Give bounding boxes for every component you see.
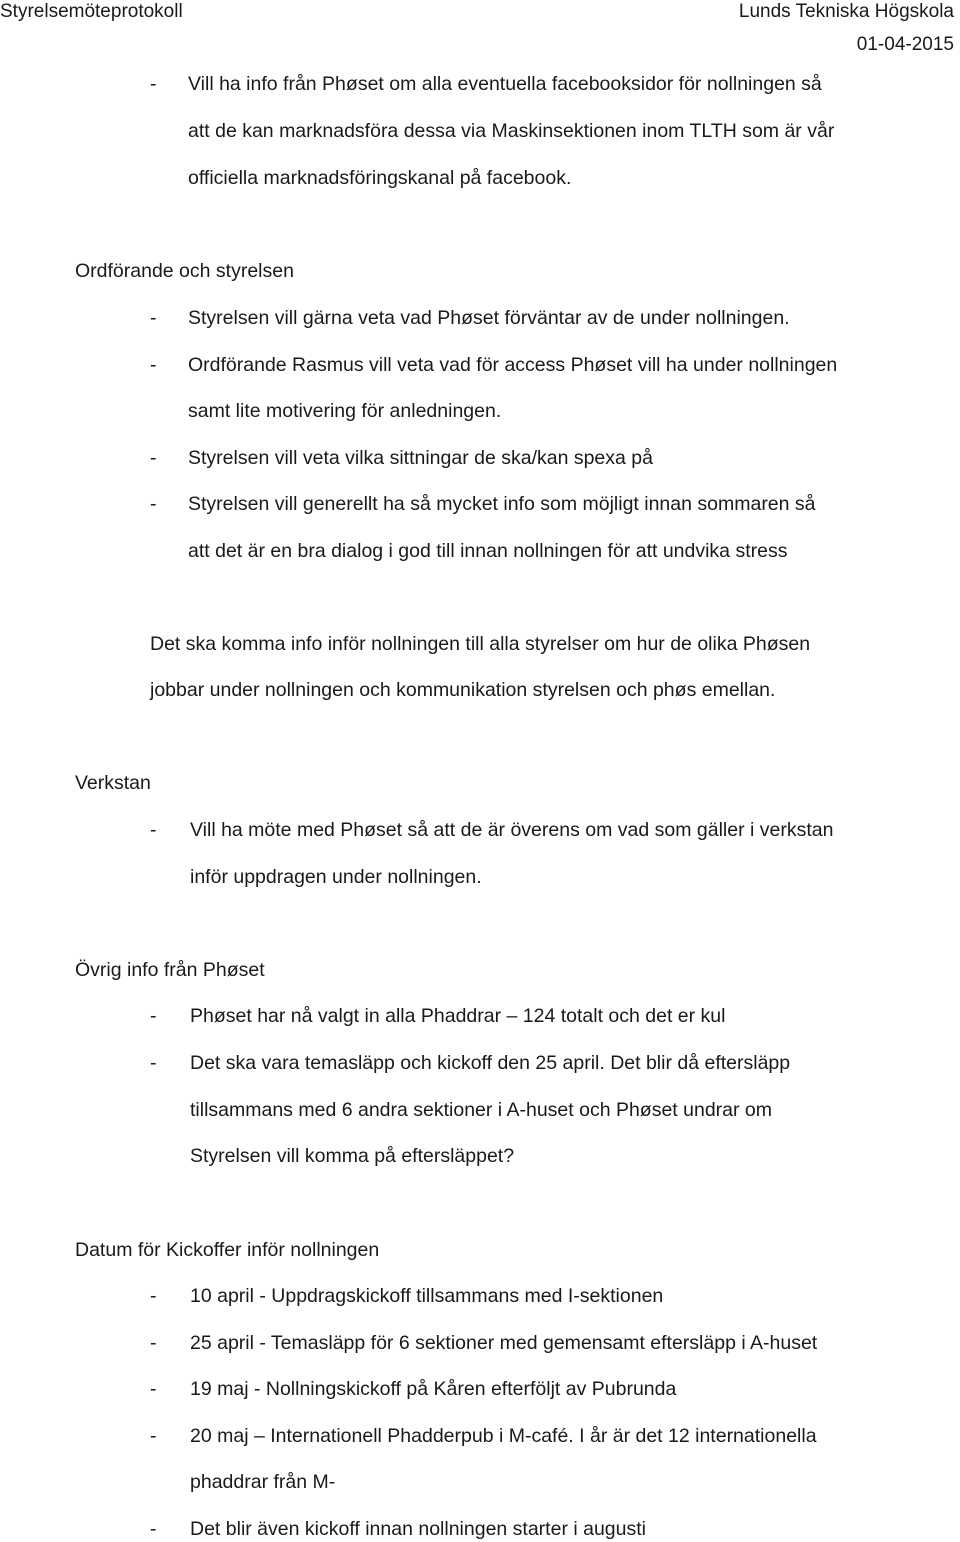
bullet-marker: -	[150, 447, 157, 469]
ordforande-bullet-2-line-1: Ordförande Rasmus vill veta vad för access Phøset vill ha under nollningen	[188, 354, 838, 376]
intro-bullet-line-2: att de kan marknadsföra dessa via Maskinsektionen inom TLTH som är vår	[188, 120, 835, 142]
section-heading-ordforande: Ordförande och styrelsen	[75, 260, 294, 282]
ovrig-bullet-2-line-1: Det ska vara temasläpp och kickoff den 25 april. Det blir då eftersläpp	[190, 1052, 791, 1074]
ordforande-note-line-1: Det ska komma info inför nollningen till alla styrelser om hur de olika Phøsen	[150, 633, 811, 655]
ordforande-bullet-4-line-1: Styrelsen vill generellt ha så mycket info som möjligt innan sommaren så	[188, 493, 816, 515]
bullet-marker: -	[150, 1378, 157, 1400]
bullet-marker: -	[150, 1425, 157, 1447]
intro-bullet-line-1: Vill ha info från Phøset om alla eventuella facebooksidor för nollningen så	[188, 73, 822, 95]
bullet-marker: -	[150, 1005, 157, 1027]
bullet-marker: -	[150, 1332, 157, 1354]
header-institution: Lunds Tekniska Högskola	[738, 1, 954, 22]
header-date: 01-04-2015	[856, 34, 954, 55]
datum-bullet-3-line-1: 19 maj - Nollningskickoff på Kåren efterföljt av Pubrunda	[190, 1378, 677, 1400]
bullet-marker: -	[150, 493, 157, 515]
datum-bullet-2-line-1: 25 april - Temasläpp för 6 sektioner med gemensamt eftersläpp i A-huset	[190, 1332, 818, 1354]
ordforande-note-line-2: jobbar under nollningen och kommunikation styrelsen och phøs emellan.	[150, 679, 776, 701]
bullet-marker: -	[150, 307, 157, 329]
datum-bullet-1-line-1: 10 april - Uppdragskickoff tillsammans med I-sektionen	[190, 1285, 664, 1307]
ordforande-bullet-4-line-2: att det är en bra dialog i god till innan nollningen för att undvika stress	[188, 540, 788, 562]
ovrig-bullet-1-line-1: Phøset har nå valgt in alla Phaddrar – 124 totalt och det er kul	[190, 1005, 726, 1027]
bullet-marker: -	[150, 1285, 157, 1307]
bullet-marker: -	[150, 819, 157, 841]
ordforande-bullet-2-line-2: samt lite motivering för anledningen.	[188, 400, 502, 422]
ordforande-bullet-3-line-1: Styrelsen vill veta vilka sittningar de ska/kan spexa på	[188, 447, 653, 469]
ovrig-bullet-2-line-2: tillsammans med 6 andra sektioner i A-huset och Phøset undrar om	[190, 1099, 773, 1121]
section-heading-datum: Datum för Kickoffer inför nollningen	[75, 1239, 380, 1261]
header-document-title: Styrelsemöteprotokoll	[0, 1, 183, 22]
ovrig-bullet-2-line-3: Styrelsen vill komma på eftersläppet?	[190, 1145, 515, 1167]
datum-bullet-4-line-1: 20 maj – Internationell Phadderpub i M-café. I år är det 12 internationella	[190, 1425, 817, 1447]
intro-bullet-line-3: officiella marknadsföringskanal på facebook.	[188, 167, 572, 189]
bullet-marker: -	[150, 354, 157, 376]
verkstan-bullet-1-line-1: Vill ha möte med Phøset så att de är överens om vad som gäller i verkstan	[190, 819, 834, 841]
bullet-marker: -	[150, 1518, 157, 1540]
datum-bullet-5-line-1: Det blir även kickoff innan nollningen starter i augusti	[190, 1518, 646, 1540]
section-heading-verkstan: Verkstan	[75, 772, 151, 794]
datum-bullet-4-line-2: phaddrar från M-	[190, 1471, 336, 1493]
bullet-marker: -	[150, 73, 157, 95]
bullet-marker: -	[150, 1052, 157, 1074]
verkstan-bullet-1-line-2: inför uppdragen under nollningen.	[190, 866, 482, 888]
ordforande-bullet-1-line-1: Styrelsen vill gärna veta vad Phøset förväntar av de under nollningen.	[188, 307, 790, 329]
section-heading-ovrig: Övrig info från Phøset	[75, 959, 265, 981]
